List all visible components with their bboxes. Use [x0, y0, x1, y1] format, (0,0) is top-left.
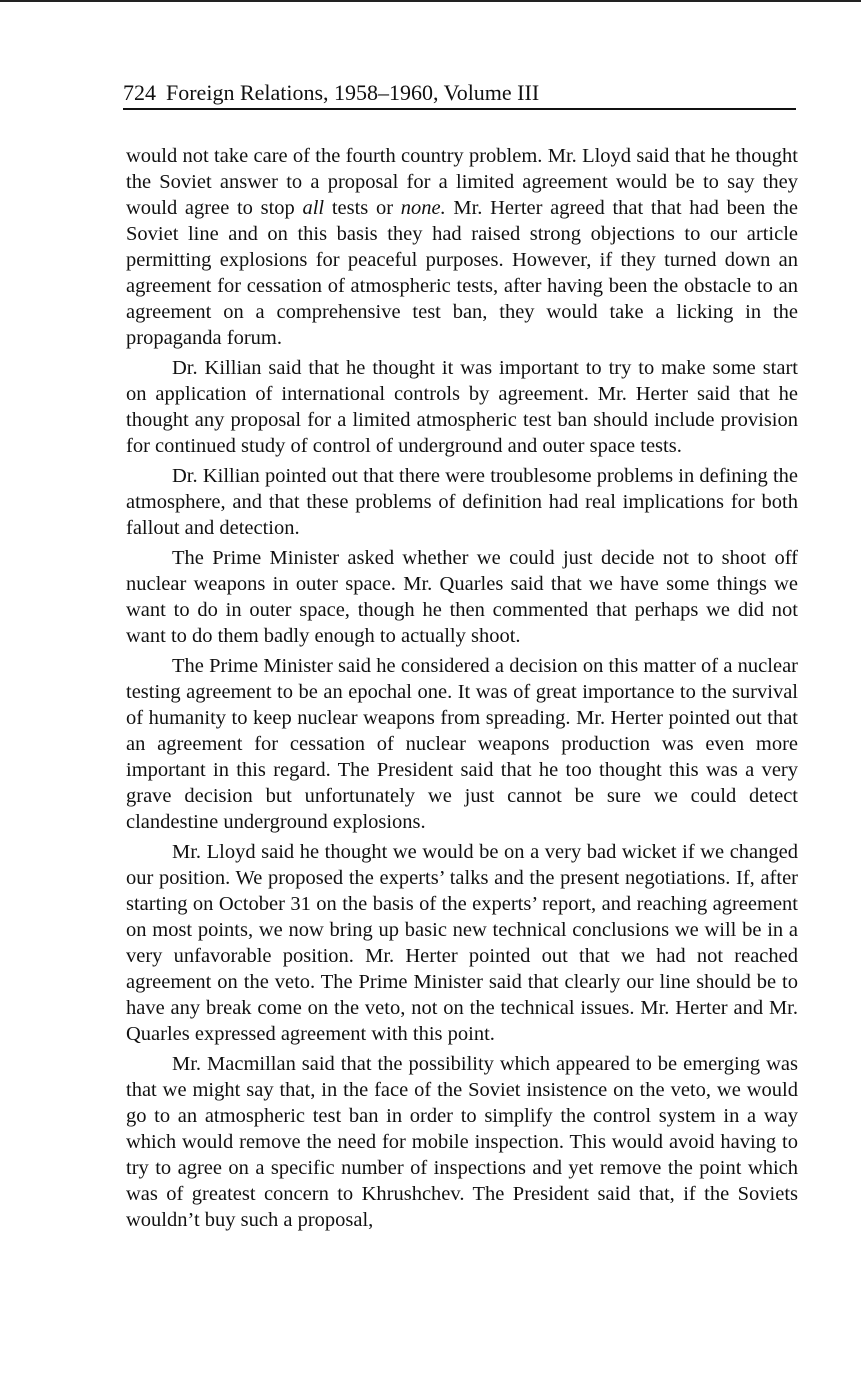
emphasis-all: all: [302, 197, 325, 219]
paragraph-macmillan: Mr. Macmillan said that the possibility which appeared to be emerging was that we might say that, in the face of the Soviet insistence on the veto, we would go to an atmospheric test ban in order to simplify the control system in a way which would remove the need for mobile inspection. This would avoid having to try to agree on a specific number of inspections and yet remove the point which was of greatest concern to Khrushchev. The President said that, if the Soviets wouldn’t buy such a proposal,: [126, 1053, 798, 1231]
paragraph-text: would not take care of the fourth country problem. Mr. Lloyd said that he thought the Soviet answer to a proposal for a limited agreement would be to say they would agree to stop: [126, 145, 798, 219]
paragraph-outer-space: The Prime Minister asked whether we could just decide not to shoot off nuclear weapons in outer space. Mr. Quarles said that we have some things we want to do in outer space, though he then commented that perhaps we did not want to do them badly enough to actually shoot.: [126, 547, 798, 647]
running-header: [123, 80, 796, 110]
paragraph-killian-controls: Dr. Killian said that he thought it was important to try to make some start on application of international controls by agreement. Mr. Herter said that he thought any proposal for a limited atmospheric test ban should include provision for continued study of control of underground and outer space tests.: [126, 357, 798, 457]
paragraph-killian-atmosphere: Dr. Killian pointed out that there were troublesome problems in defining the atmosphere, and that these problems of definition had real implications for both fallout and detection.: [126, 465, 798, 539]
paragraph-epochal-decision: The Prime Minister said he considered a decision on this matter of a nuclear testing agreement to be an epochal one. It was of great importance to the survival of humanity to keep nuclear weapons from spreading. Mr. Herter pointed out that an agreement for cessation of nuclear weapons production was even more important in this regard. The President said that he too thought this was a very grave decision but unfortunately we just cannot be sure we could detect clandestine underground explosions.: [126, 655, 798, 833]
paragraph-continued: [126, 143, 798, 351]
page-number: 724: [123, 80, 156, 105]
top-border-rule: [0, 0, 861, 2]
page-body: [126, 143, 798, 1237]
paragraph-text: Mr. Herter agreed that that had been the Soviet line and on this basis they had raised strong objections to our article permitting explosions for peaceful purposes. However, if they turned down an agreement for cessation of atmospheric tests, after having been the obstacle to an agreement on a comprehensive test ban, they would take a licking in the propaganda forum.: [126, 197, 799, 349]
publication-title: Foreign Relations, 1958–1960, Volume III: [166, 80, 540, 105]
paragraph-bad-wicket: Mr. Lloyd said he thought we would be on a very bad wicket if we changed our position. We proposed the experts’ talks and the present negotiations. If, after starting on October 31 on the basis of the experts’ report, and reaching agreement on most points, we now bring up basic new technical conclusions we will be in a very unfavorable position. Mr. Herter pointed out that we had not reached agreement on the veto. The Prime Minister said that clearly our line should be to have any break come on the veto, not on the technical issues. Mr. Herter and Mr. Quarles expressed agreement with this point.: [126, 841, 798, 1045]
emphasis-none: none.: [400, 197, 446, 219]
paragraph-text: tests or: [324, 197, 401, 219]
